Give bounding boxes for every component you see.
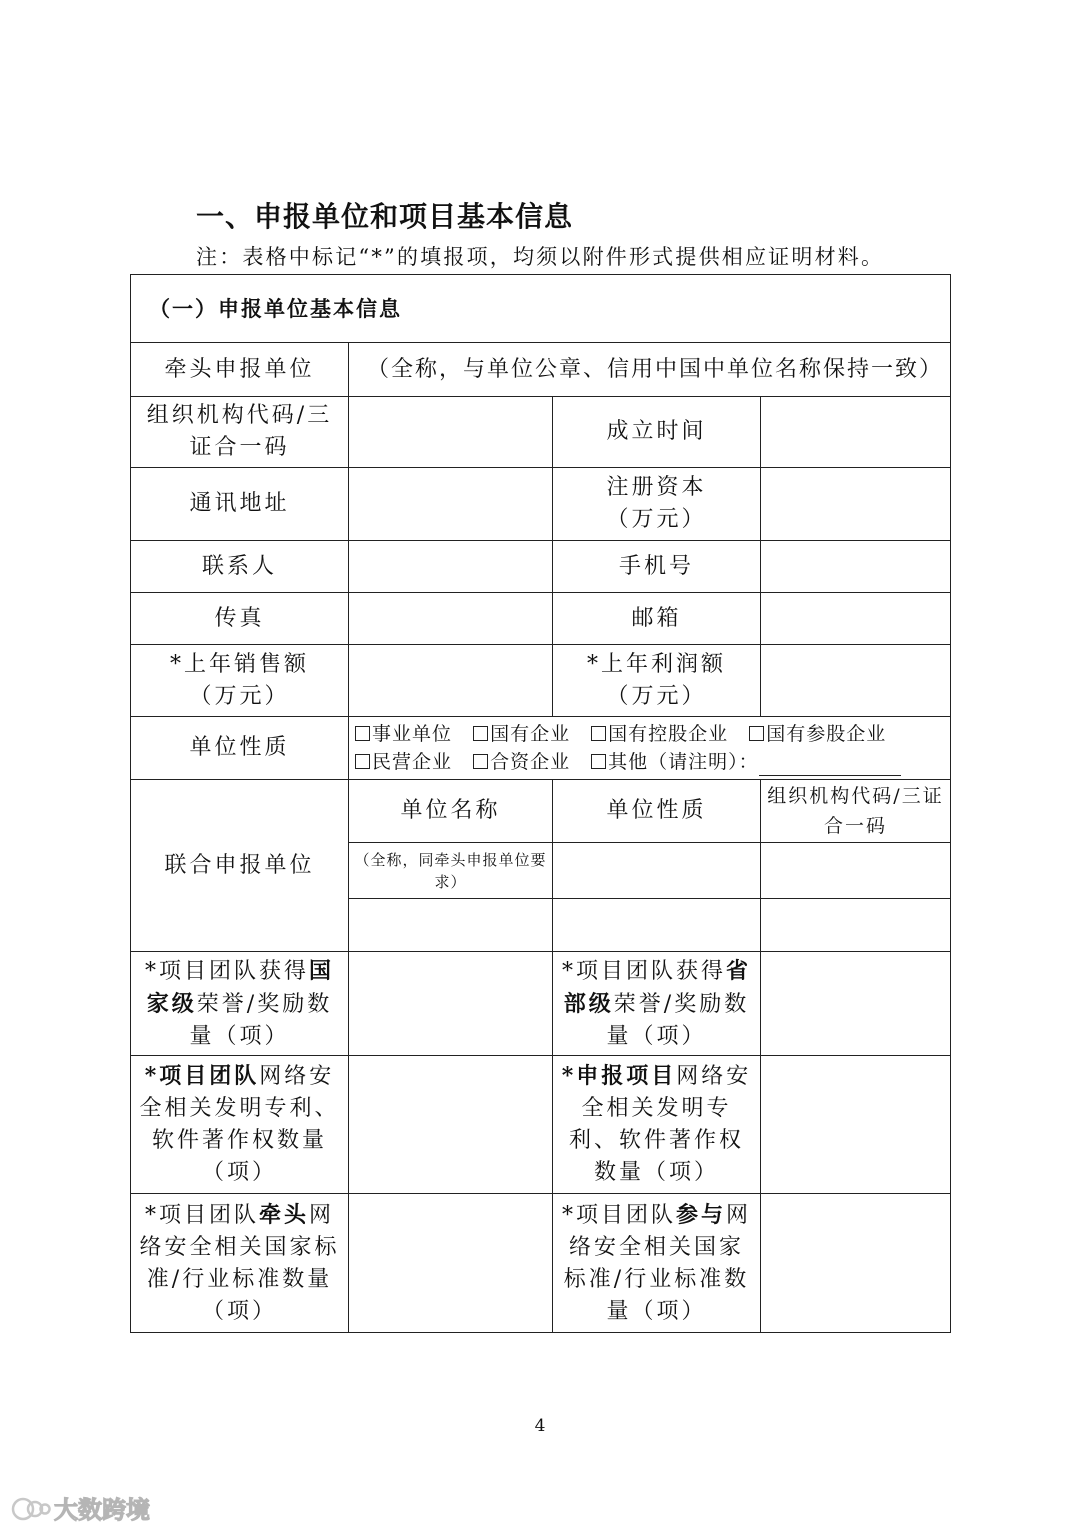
table-row <box>131 275 951 343</box>
table-row <box>131 952 951 1056</box>
basic-info-table <box>130 274 951 1333</box>
provincial-honor-label: *项目团队获得省部级荣誉/奖励数量（项） <box>553 952 761 1056</box>
mobile-field[interactable] <box>761 541 951 593</box>
checkbox-icon[interactable] <box>473 726 488 741</box>
joint-header-name: 单位名称 <box>349 780 553 843</box>
lead-standard-field[interactable] <box>349 1194 553 1333</box>
sales-label <box>131 645 349 717</box>
watermark-logo-icon <box>10 1492 160 1526</box>
checkbox-icon[interactable] <box>591 754 606 769</box>
joint-name-field[interactable]: （全称，同牵头申报单位要求） <box>349 843 553 899</box>
joint-nature-field[interactable] <box>553 843 761 899</box>
joint-nature-field-2[interactable] <box>553 899 761 952</box>
participate-standard-label: *项目团队参与网络安全相关国家标准/行业标准数量（项） <box>553 1194 761 1333</box>
fax-label: 传真 <box>131 593 349 645</box>
other-fill-line[interactable] <box>759 755 901 776</box>
fax-field[interactable] <box>349 593 553 645</box>
page-title: 一、申报单位和项目基本信息 <box>196 200 574 233</box>
sales-unit: （万元） <box>189 683 290 709</box>
capital-label <box>553 468 761 541</box>
table-row <box>131 343 951 397</box>
contact-field[interactable] <box>349 541 553 593</box>
nature-option-state-holding[interactable]: 国有控股企业 <box>591 720 728 748</box>
table-row <box>131 593 951 645</box>
sales-label-text: *上年销售额 <box>169 651 309 677</box>
contact-label: 联系人 <box>131 541 349 593</box>
project-patent-label: *申报项目网络安全相关发明专利、软件著作权数量（项） <box>553 1056 761 1194</box>
capital-unit: （万元） <box>606 507 707 532</box>
watermark <box>10 1492 160 1526</box>
checkbox-icon[interactable] <box>355 726 370 741</box>
checkbox-icon[interactable] <box>591 726 606 741</box>
profit-label-text: *上年利润额 <box>586 651 726 677</box>
watermark-text: 大数跨境 <box>54 1496 150 1524</box>
profit-field[interactable] <box>761 645 951 717</box>
email-label: 邮箱 <box>553 593 761 645</box>
established-label: 成立时间 <box>553 397 761 468</box>
org-code-field[interactable] <box>349 397 553 468</box>
joint-code-field-2[interactable] <box>761 899 951 952</box>
table-row <box>131 1056 951 1194</box>
joint-code-field[interactable] <box>761 843 951 899</box>
profit-unit: （万元） <box>606 683 707 709</box>
capital-label-text: 注册资本 <box>606 475 707 500</box>
subsection-title: （一）申报单位基本信息 <box>131 275 951 343</box>
table-row <box>131 780 951 843</box>
nature-option-private[interactable]: 民营企业 <box>355 748 452 776</box>
lead-standard-label: *项目团队牵头网络安全相关国家标准/行业标准数量（项） <box>131 1194 349 1333</box>
joint-unit-label: 联合申报单位 <box>131 780 349 952</box>
lead-unit-field[interactable]: （全称，与单位公章、信用中国中单位名称保持一致） <box>349 343 951 397</box>
lead-unit-label: 牵头申报单位 <box>131 343 349 397</box>
note-text: 注：表格中标记“*”的填报项，均须以附件形式提供相应证明材料。 <box>196 245 885 269</box>
national-honor-label: *项目团队获得国家级荣誉/奖励数量（项） <box>131 952 349 1056</box>
joint-header-nature: 单位性质 <box>553 780 761 843</box>
page-number: 4 <box>534 1416 546 1436</box>
participate-standard-field[interactable] <box>761 1194 951 1333</box>
org-code-label: 组织机构代码/三证合一码 <box>131 397 349 468</box>
national-honor-field[interactable] <box>349 952 553 1056</box>
checkbox-icon[interactable] <box>473 754 488 769</box>
joint-header-code: 组织机构代码/三证合一码 <box>761 780 951 843</box>
profit-label <box>553 645 761 717</box>
table-row <box>131 717 951 780</box>
mobile-label: 手机号 <box>553 541 761 593</box>
table-row <box>131 645 951 717</box>
address-field[interactable] <box>349 468 553 541</box>
email-field[interactable] <box>761 593 951 645</box>
team-patent-field[interactable] <box>349 1056 553 1194</box>
checkbox-icon[interactable] <box>749 726 764 741</box>
nature-option-other[interactable]: 其他（请注明）： <box>591 748 901 776</box>
nature-option-joint-venture[interactable]: 合资企业 <box>473 748 570 776</box>
sales-field[interactable] <box>349 645 553 717</box>
nature-option-state-owned[interactable]: 国有企业 <box>473 720 570 748</box>
joint-name-field-2[interactable] <box>349 899 553 952</box>
table-row <box>131 397 951 468</box>
table-row <box>131 541 951 593</box>
address-label: 通讯地址 <box>131 468 349 541</box>
checkbox-icon[interactable] <box>355 754 370 769</box>
table-row <box>131 1194 951 1333</box>
nature-label: 单位性质 <box>131 717 349 780</box>
established-field[interactable] <box>761 397 951 468</box>
table-row <box>131 468 951 541</box>
nature-option-public-institution[interactable]: 事业单位 <box>355 720 452 748</box>
nature-options <box>349 717 951 780</box>
provincial-honor-field[interactable] <box>761 952 951 1056</box>
capital-field[interactable] <box>761 468 951 541</box>
project-patent-field[interactable] <box>761 1056 951 1194</box>
nature-option-state-participating[interactable]: 国有参股企业 <box>749 720 886 748</box>
team-patent-label: *项目团队网络安全相关发明专利、软件著作权数量（项） <box>131 1056 349 1194</box>
